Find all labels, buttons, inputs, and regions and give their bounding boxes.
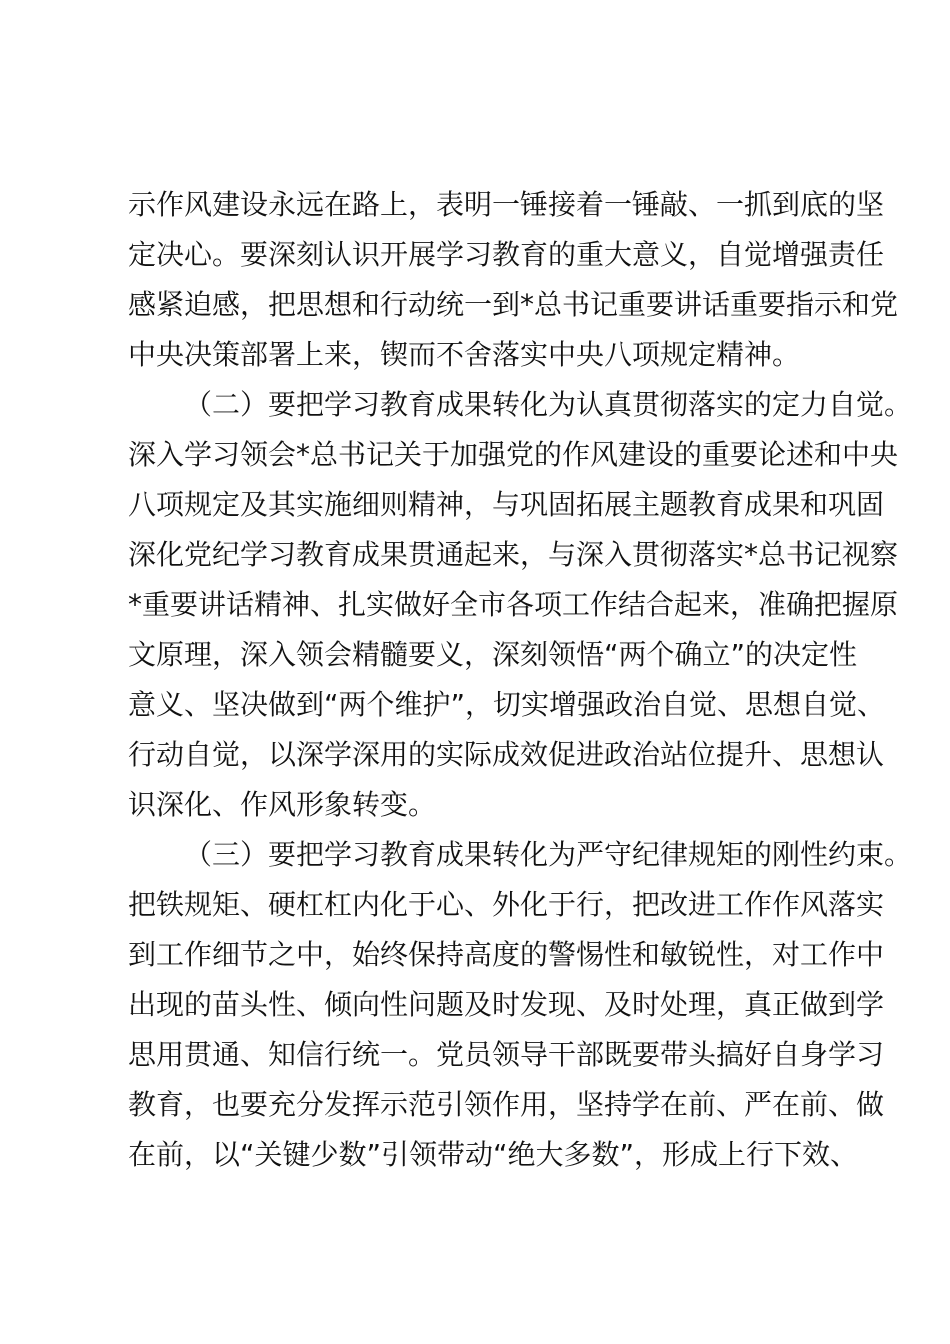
text-line: 行动自觉，以深学深用的实际成效促进政治站位提升、思想认: [128, 738, 885, 771]
text-line: 教育，也要充分发挥示范引领作用，坚持学在前、严在前、做: [128, 1088, 885, 1121]
text-line: 在前，以“关键少数”引领带动“绝大多数”，形成上行下效、: [128, 1138, 859, 1171]
text-line: 识深化、作风形象转变。: [128, 788, 437, 821]
body-text: [128, 180, 913, 1180]
text-line: 思用贯通、知信行统一。党员领导干部既要带头搞好自身学习: [128, 1038, 885, 1071]
text-line: 示作风建设永远在路上，表明一锤接着一锤敲、一抓到底的坚: [128, 188, 885, 221]
text-line: 出现的苗头性、倾向性问题及时发现、及时处理，真正做到学: [128, 988, 885, 1021]
text-line: 深入学习领会*总书记关于加强党的作风建设的重要论述和中央: [128, 438, 899, 471]
text-line: 深化党纪学习教育成果贯通起来，与深入贯彻落实*总书记视察: [128, 538, 899, 571]
text-line: 到工作细节之中，始终保持高度的警惕性和敏锐性，对工作中: [128, 938, 885, 971]
text-line: 定决心。要深刻认识开展学习教育的重大意义，自觉增强责任: [128, 238, 885, 271]
text-line: 意义、坚决做到“两个维护”，切实增强政治自觉、思想自觉、: [128, 688, 886, 721]
text-line: 把铁规矩、硬杠杠内化于心、外化于行，把改进工作作风落实: [128, 888, 885, 921]
section-heading-3: （三）要把学习教育成果转化为严守纪律规矩的刚性约束。: [184, 838, 913, 871]
text-line: *重要讲话精神、扎实做好全市各项工作结合起来，准确把握原: [128, 588, 899, 621]
text-line: 文原理，深入领会精髓要义，深刻领悟“两个确立”的决定性: [128, 638, 858, 671]
text-line: 感紧迫感，把思想和行动统一到*总书记重要讲话重要指示和党: [128, 288, 899, 321]
section-heading-2: （二）要把学习教育成果转化为认真贯彻落实的定力自觉。: [184, 388, 913, 421]
text-line: 中央决策部署上来，锲而不舍落实中央八项规定精神。: [128, 338, 801, 371]
text-line: 八项规定及其实施细则精神，与巩固拓展主题教育成果和巩固: [128, 488, 885, 521]
